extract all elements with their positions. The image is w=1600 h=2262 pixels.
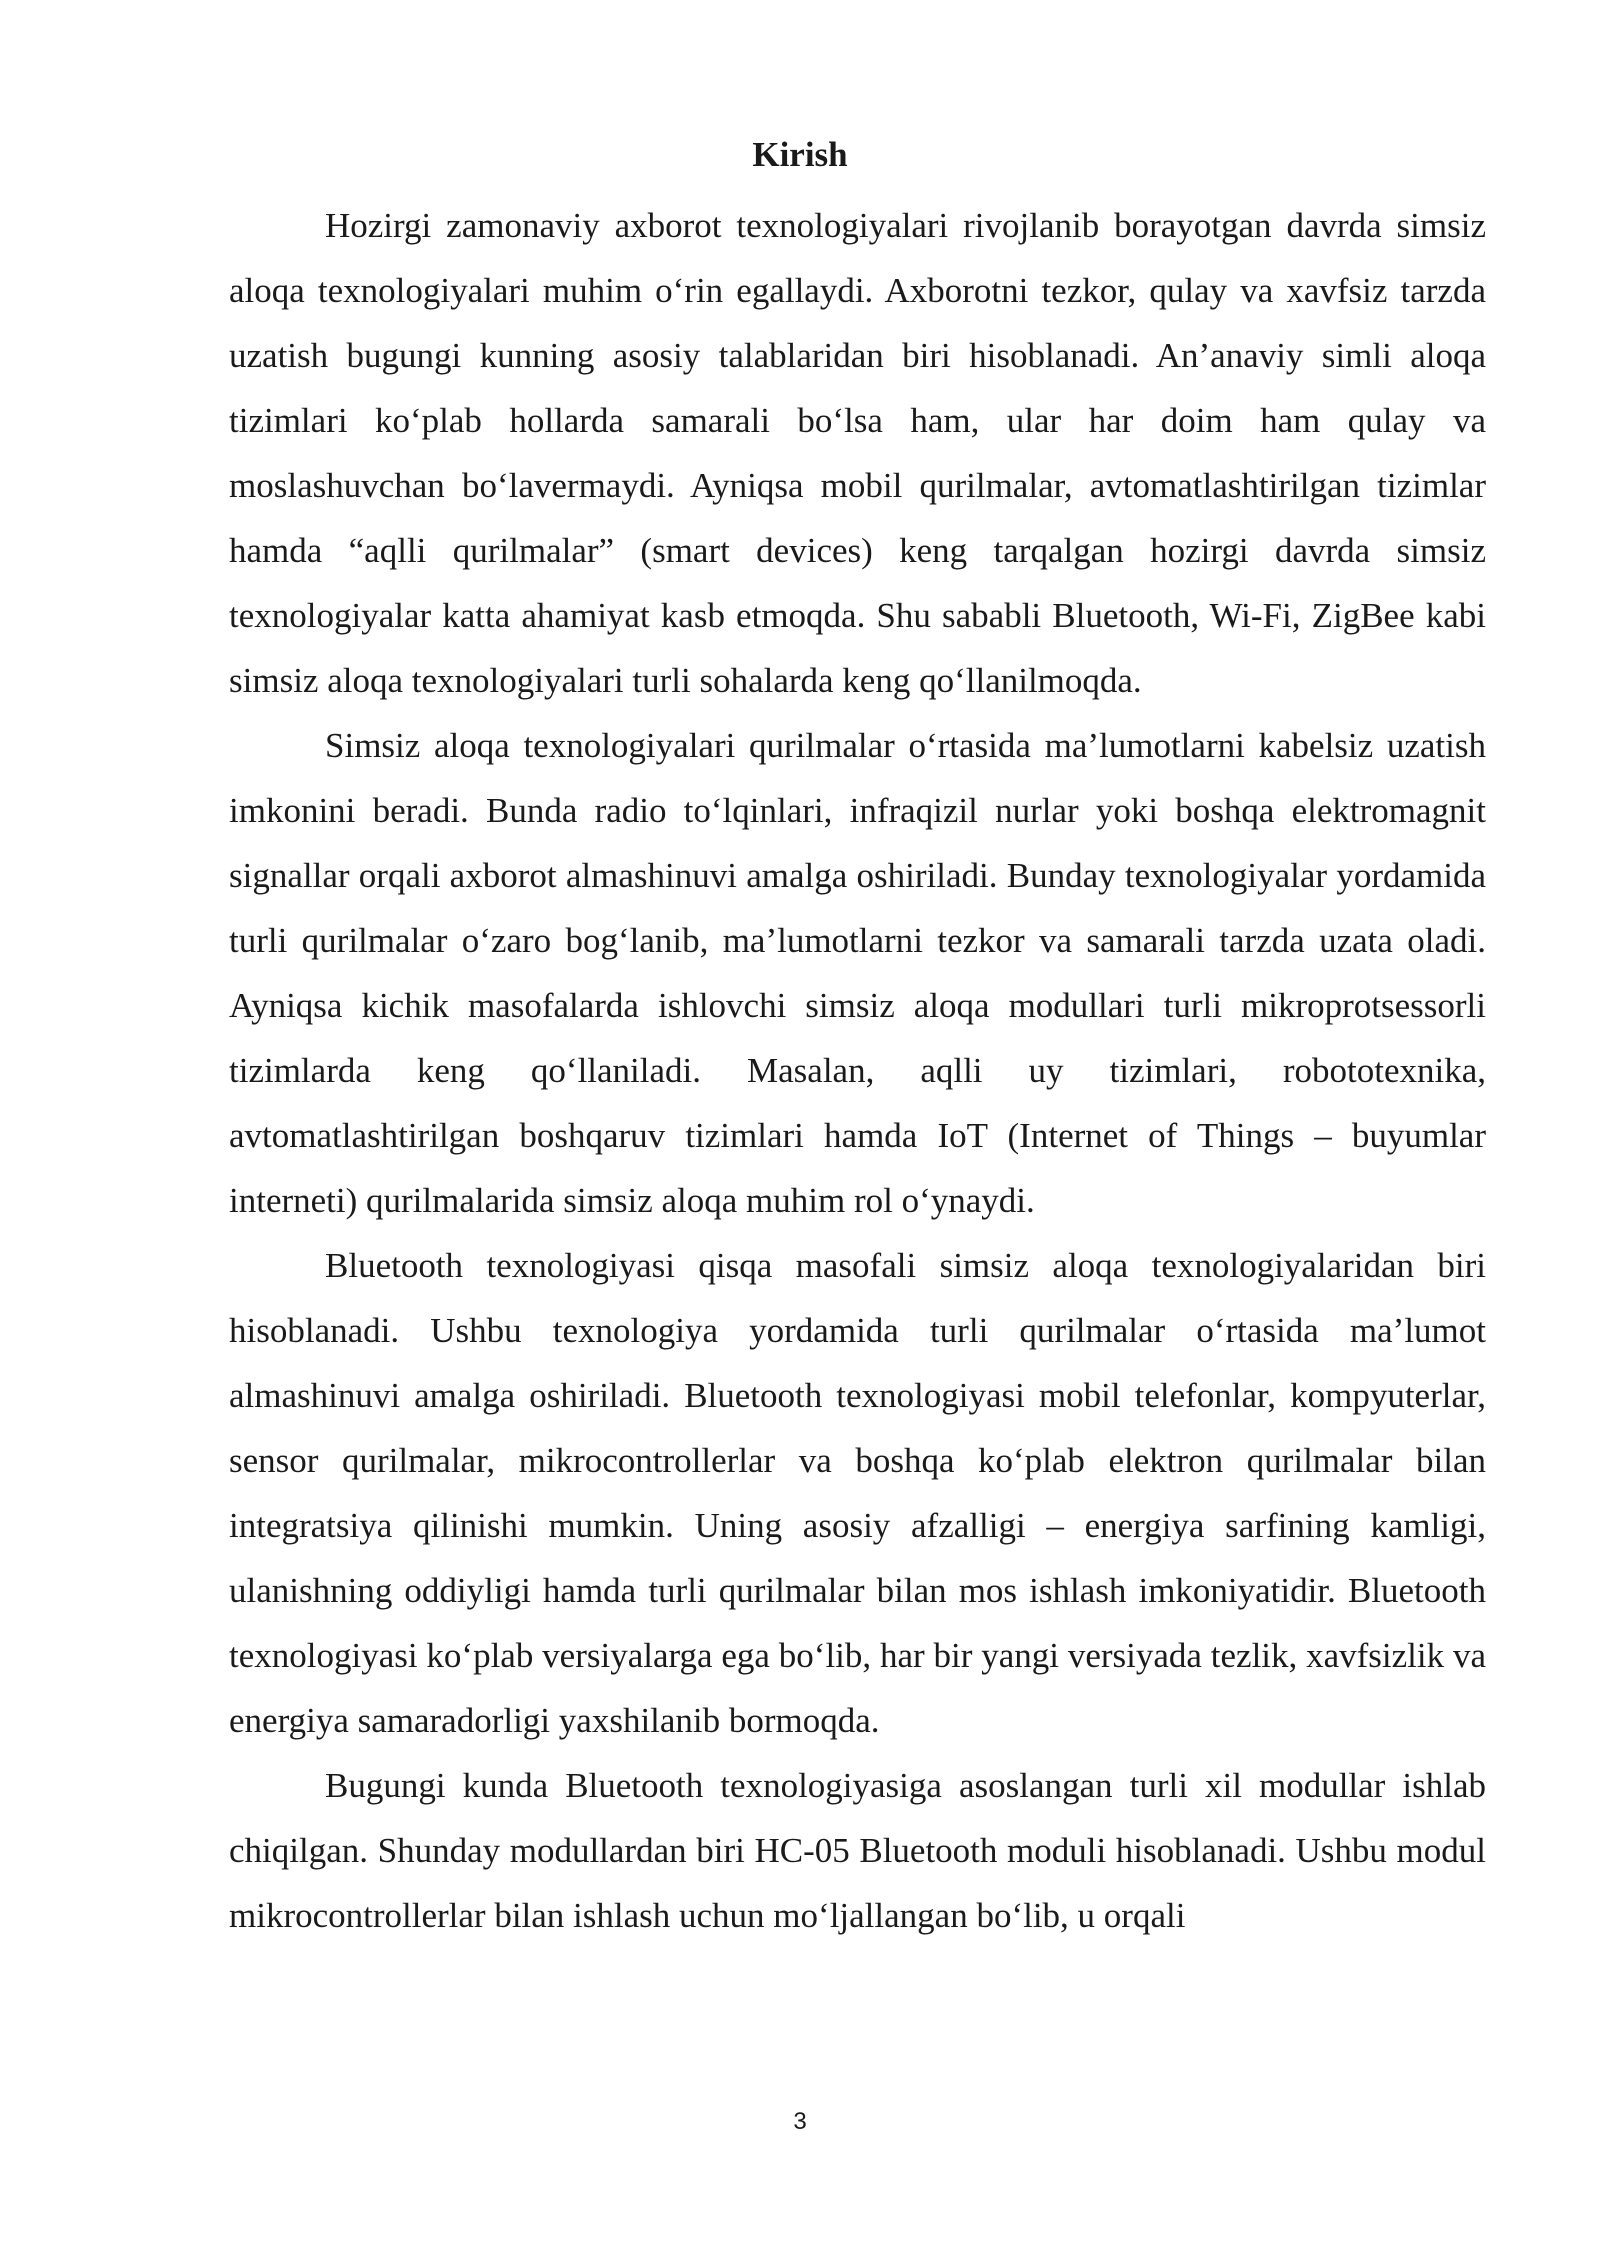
paragraph-3: Bluetooth texnologiyasi qisqa masofali simsiz aloqa texnologiyalaridan biri hisoblanadi. Ushbu texnologiya yordamida turli qurilmalar o‘rtasida ma’lumot almashinuvi amalga oshiriladi. Bluetooth texnologiyasi mobil telefonlar, kompyuterlar, sensor qurilmalar, mikrocontrollerlar va boshqa ko‘plab elektron qurilmalar bilan integratsiya qilinishi mumkin. Uning asosiy afzalligi – energiya sarfining kamligi, ulanishning oddiyligi hamda turli qurilmalar bilan mos ishlash imkoniyatidir. Bluetooth texnologiyasi ko‘plab versiyalarga ega bo‘lib, har bir yangi versiyada tezlik, xavfsizlik va energiya samaradorligi yaxshilanib bormoqda. [229, 1246, 1486, 1740]
page-number: 3 [793, 2108, 807, 2135]
page-title: Kirish [752, 135, 848, 174]
body-text [229, 193, 1486, 1948]
paragraph-1: Hozirgi zamonaviy axborot texnologiyalari rivojlanib borayotgan davrda simsiz aloqa texnologiyalari muhim o‘rin egallaydi. Axborotni tezkor, qulay va xavfsiz tarzda uzatish bugungi kunning asosiy talablaridan biri hisoblanadi. An’anaviy simli aloqa tizimlari ko‘plab hollarda samarali bo‘lsa ham, ular har doim ham qulay va moslashuvchan bo‘lavermaydi. Ayniqsa mobil qurilmalar, avtomatlashtirilgan tizimlar hamda “aqlli qurilmalar” (smart devices) keng tarqalgan hozirgi davrda simsiz texnologiyalar katta ahamiyat kasb etmoqda. Shu sababli Bluetooth, Wi-Fi, ZigBee kabi simsiz aloqa texnologiyalari turli sohalarda keng qo‘llanilmoqda. [229, 206, 1486, 700]
paragraph-2: Simsiz aloqa texnologiyalari qurilmalar o‘rtasida ma’lumotlarni kabelsiz uzatish imkonini beradi. Bunda radio to‘lqinlari, infraqizil nurlar yoki boshqa elektromagnit signallar orqali axborot almashinuvi amalga oshiriladi. Bunday texnologiyalar yordamida turli qurilmalar o‘zaro bog‘lanib, ma’lumotlarni tezkor va samarali tarzda uzata oladi. Ayniqsa kichik masofalarda ishlovchi simsiz aloqa modullari turli mikroprotsessorli tizimlarda keng qo‘llaniladi. Masalan, aqlli uy tizimlari, robototexnika, avtomatlashtirilgan boshqaruv tizimlari hamda IoT (Internet of Things – buyumlar interneti) qurilmalarida simsiz aloqa muhim rol o‘ynaydi. [229, 726, 1486, 1220]
paragraph-4: Bugungi kunda Bluetooth texnologiyasiga asoslangan turli xil modullar ishlab chiqilgan. Shunday modullardan biri HC-05 Bluetooth moduli hisoblanadi. Ushbu modul mikrocontrollerlar bilan ishlash uchun mo‘ljallangan bo‘lib, u orqali [229, 1766, 1486, 1935]
